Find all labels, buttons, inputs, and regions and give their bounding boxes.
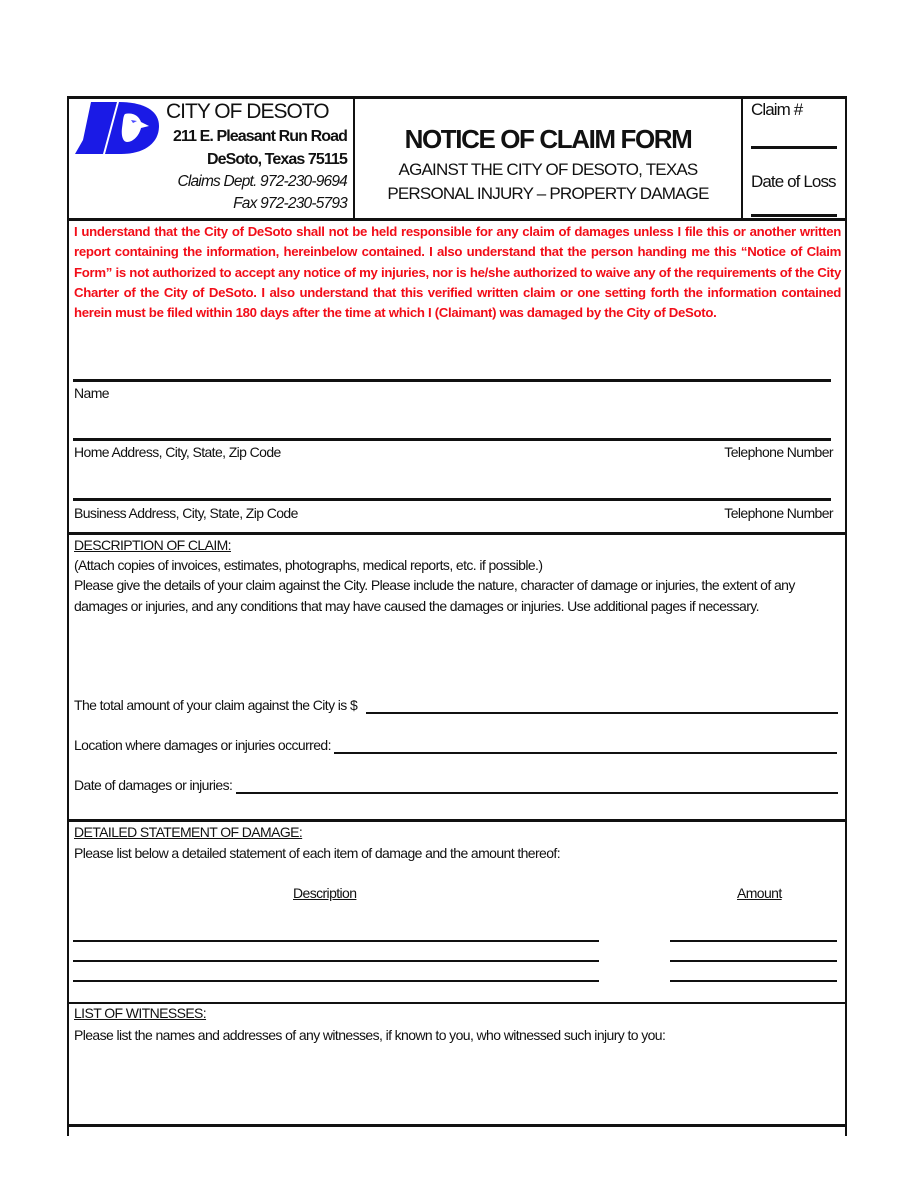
location-field[interactable] xyxy=(334,752,837,754)
claims-phone: Claims Dept. 972-230-9694 xyxy=(177,173,347,190)
name-label: Name xyxy=(74,385,109,401)
header-bottom-border xyxy=(67,218,847,221)
address-line2: DeSoto, Texas 75115 xyxy=(206,151,347,168)
business-address-field[interactable] xyxy=(73,498,831,501)
name-field[interactable] xyxy=(73,379,831,382)
business-address-label: Business Address, City, State, Zip Code xyxy=(74,505,298,521)
witnesses-heading: LIST OF WITNESSES: xyxy=(74,1005,207,1021)
date-of-loss-field[interactable] xyxy=(751,214,837,217)
damage-amount-field-1[interactable] xyxy=(670,940,837,942)
description-column-header: Description xyxy=(293,885,357,901)
section-divider-bottom xyxy=(67,1124,847,1127)
description-instructions-1: Please give the details of your claim against the City. Please include the nature, character of damage or injuries, the extent of any xyxy=(74,577,795,593)
home-address-label: Home Address, City, State, Zip Code xyxy=(74,444,281,460)
date-of-loss-label: Date of Loss xyxy=(751,172,836,191)
damage-description-field-3[interactable] xyxy=(73,980,599,982)
home-phone-label: Telephone Number xyxy=(724,444,833,460)
business-phone-label: Telephone Number xyxy=(724,505,833,521)
section-divider-witnesses xyxy=(67,1002,847,1004)
description-heading: DESCRIPTION OF CLAIM: xyxy=(74,537,231,553)
damage-description-field-2[interactable] xyxy=(73,960,599,962)
claim-number-label: Claim # xyxy=(751,100,803,119)
statement-heading: DETAILED STATEMENT OF DAMAGE: xyxy=(74,824,303,840)
total-amount-field[interactable] xyxy=(366,712,838,714)
city-name: CITY OF DESOTO xyxy=(166,100,329,123)
location-label: Location where damages or injuries occurred: xyxy=(74,737,331,753)
total-amount-label: The total amount of your claim against the City is $ xyxy=(74,697,358,713)
section-divider-statement xyxy=(67,819,847,822)
form-subtitle-1: AGAINST THE CITY OF DESOTO, TEXAS xyxy=(398,160,698,179)
fax-number: Fax 972-230-5793 xyxy=(233,195,347,212)
section-divider-description xyxy=(67,532,847,535)
damage-description-field-1[interactable] xyxy=(73,940,599,942)
date-of-damage-label: Date of damages or injuries: xyxy=(74,777,233,793)
form-title: NOTICE OF CLAIM FORM xyxy=(404,124,692,154)
damage-amount-field-3[interactable] xyxy=(670,980,837,982)
header-divider-right xyxy=(741,96,743,220)
form-subtitle-2: PERSONAL INJURY – PROPERTY DAMAGE xyxy=(387,184,709,203)
amount-column-header: Amount xyxy=(737,885,782,901)
city-logo-icon xyxy=(73,100,161,156)
home-address-field[interactable] xyxy=(73,438,831,441)
claim-number-field[interactable] xyxy=(751,146,837,149)
statement-instructions: Please list below a detailed statement of each item of damage and the amount thereof: xyxy=(74,845,560,861)
disclaimer-text: I understand that the City of DeSoto shall not be held responsible for any claim of damages unless I file this or another written report containing the information, hereinbelow contained. I also understand that the person handing me this “Notice of Claim Form” is not authorized to accept any notice of my injuries, nor is he/she authorized to waive any of the requirements of the City Charter of the City of DeSoto. I also understand that this verified written claim or one setting forth the information contained herein must be filed within 180 days after the time at which I (Claimant) was damaged by the City of DeSoto. xyxy=(74,224,841,321)
damage-amount-field-2[interactable] xyxy=(670,960,837,962)
witnesses-entry-area[interactable] xyxy=(70,1048,845,1123)
address-line1: 211 E. Pleasant Run Road xyxy=(172,128,347,145)
date-of-damage-field[interactable] xyxy=(236,792,838,794)
witnesses-instructions: Please list the names and addresses of any witnesses, if known to you, who witnessed such injury to you: xyxy=(74,1027,666,1043)
attach-note: (Attach copies of invoices, estimates, photographs, medical reports, etc. if possible.) xyxy=(74,557,543,573)
description-instructions-2: damages or injuries, and any conditions that may have caused the damages or injuries. Use additional pages if necessary. xyxy=(74,598,759,614)
